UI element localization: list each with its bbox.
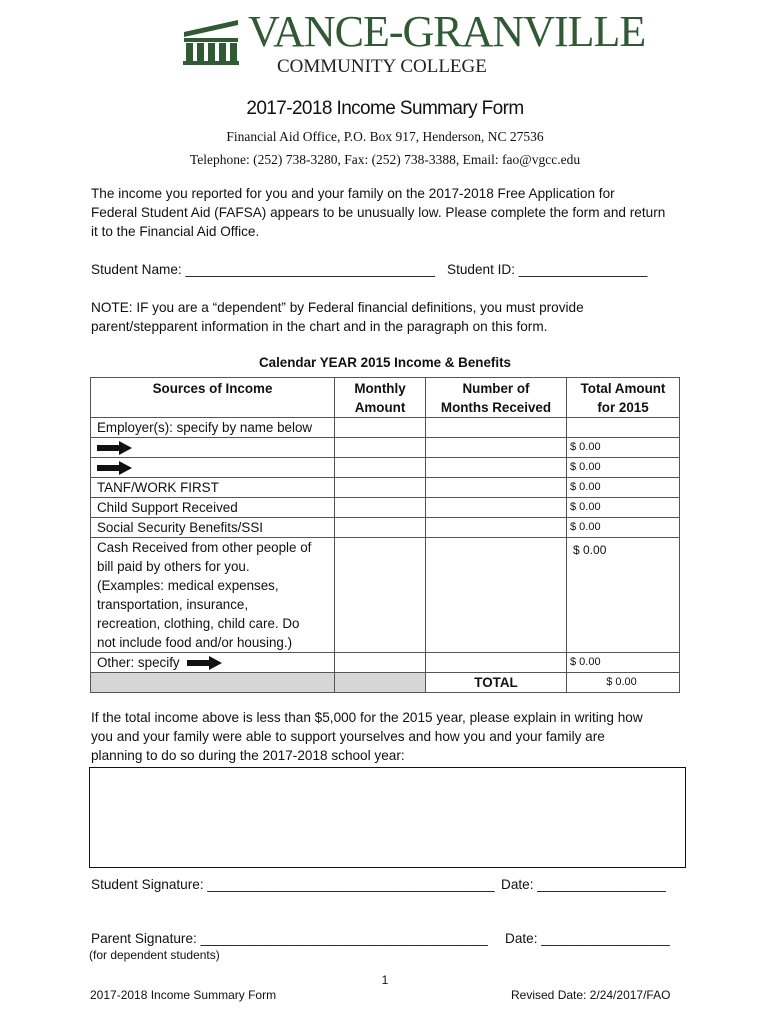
note-paragraph (91, 298, 691, 336)
table-row (91, 438, 680, 458)
page-number: 1 (381, 973, 389, 987)
grand-total-value: $ 0.00 (567, 673, 680, 693)
right-arrow-icon (187, 656, 223, 670)
total-cell[interactable]: $ 0.00 (567, 538, 680, 653)
student-date-field[interactable]: Date: _________________ (501, 877, 666, 892)
income-table (90, 377, 680, 693)
note-line: NOTE: IF you are a “dependent” by Federal financial definitions, you must provide (91, 300, 584, 315)
table-row (91, 458, 680, 478)
college-logo (182, 7, 646, 78)
other-specify-cell[interactable] (91, 653, 335, 673)
explain-line: planning to do so during the 2017-2018 school year: (91, 748, 405, 763)
student-signature-field[interactable]: Student Signature: ______________________________________ (91, 877, 495, 892)
intro-line: The income you reported for you and your family on the 2017-2018 Free Application for (91, 186, 615, 201)
total-cell[interactable]: $ 0.00 (567, 653, 680, 673)
total-cell[interactable]: $ 0.00 (567, 498, 680, 518)
intro-paragraph (91, 184, 691, 241)
monthly-cell[interactable] (335, 458, 426, 478)
months-cell[interactable] (426, 538, 567, 653)
total-cell[interactable]: $ 0.00 (567, 518, 680, 538)
total-cell[interactable]: $ 0.00 (567, 458, 680, 478)
right-arrow-icon (97, 441, 133, 455)
monthly-cell[interactable] (335, 518, 426, 538)
note-line: parent/stepparent information in the chart and in the paragraph on this form. (91, 319, 548, 334)
table-row (91, 478, 680, 498)
monthly-cell[interactable] (335, 478, 426, 498)
months-cell[interactable] (426, 418, 567, 438)
parent-signature-field[interactable]: Parent Signature: ______________________________________ (91, 931, 488, 946)
intro-line: Federal Student Aid (FAFSA) appears to be unusually low. Please complete the form and return (91, 205, 666, 220)
total-cell[interactable] (567, 418, 680, 438)
row-label: Social Security Benefits/SSI (91, 518, 335, 538)
student-name-field[interactable]: Student Name: _________________________________ (91, 262, 435, 277)
table-row (91, 653, 680, 673)
monthly-cell[interactable] (335, 653, 426, 673)
header-total: Total Amount for 2015 (567, 378, 680, 418)
months-cell[interactable] (426, 478, 567, 498)
header-months: Number of Months Received (426, 378, 567, 418)
row-label: Employer(s): specify by name below (91, 418, 335, 438)
months-cell[interactable] (426, 438, 567, 458)
monthly-cell[interactable] (335, 538, 426, 653)
student-id-field[interactable]: Student ID: _________________ (447, 262, 648, 277)
total-cell[interactable]: $ 0.00 (567, 438, 680, 458)
total-label: TOTAL (426, 673, 567, 693)
table-row (91, 518, 680, 538)
explain-instructions (91, 708, 691, 765)
table-row (91, 498, 680, 518)
months-cell[interactable] (426, 653, 567, 673)
explanation-textbox[interactable] (89, 767, 686, 868)
footer-revised-date: Revised Date: 2/24/2017/FAO (511, 988, 671, 1002)
employer-entry-cell[interactable] (91, 438, 335, 458)
total-row (91, 673, 680, 693)
logo-subtitle: COMMUNITY COLLEGE (277, 56, 487, 77)
shaded-cell (335, 673, 426, 693)
office-address: Financial Aid Office, P.O. Box 917, Henderson, NC 27536 (226, 129, 544, 144)
explain-line: If the total income above is less than $5,000 for the 2015 year, please explain in writing how (91, 710, 643, 725)
header-sources: Sources of Income (91, 378, 335, 418)
table-header-row (91, 378, 680, 418)
footer-form-name: 2017-2018 Income Summary Form (90, 988, 277, 1002)
parent-signature-note: (for dependent students) (89, 948, 220, 962)
months-cell[interactable] (426, 518, 567, 538)
row-label: TANF/WORK FIRST (91, 478, 335, 498)
table-row (91, 418, 680, 438)
monthly-cell[interactable] (335, 498, 426, 518)
logo-wordmark: VANCE-GRANVILLE (248, 7, 646, 56)
table-caption: Calendar YEAR 2015 Income & Benefits (258, 355, 512, 370)
table-row (91, 538, 680, 653)
form-title: 2017-2018 Income Summary Form (246, 98, 524, 119)
row-label-cash: Cash Received from other people of bill paid by others for you. (Examples: medical expenses, transportation, insurance, recreation, clothing, child care. Do not include food and/or housing.) (91, 538, 335, 653)
monthly-cell[interactable] (335, 438, 426, 458)
parent-date-field[interactable]: Date: _________________ (505, 931, 670, 946)
row-label: Child Support Received (91, 498, 335, 518)
contact-line: Telephone: (252) 738-3280, Fax: (252) 738-3388, Email: fao@vgcc.edu (189, 152, 581, 167)
total-cell[interactable]: $ 0.00 (567, 478, 680, 498)
row-label: Other: specify (97, 655, 180, 670)
months-cell[interactable] (426, 498, 567, 518)
right-arrow-icon (97, 461, 133, 475)
explain-line: you and your family were able to support yourselves and how you and your family are (91, 729, 605, 744)
employer-entry-cell[interactable] (91, 458, 335, 478)
months-cell[interactable] (426, 458, 567, 478)
header-monthly: Monthly Amount (335, 378, 426, 418)
monthly-cell[interactable] (335, 418, 426, 438)
intro-line: it to the Financial Aid Office. (91, 224, 260, 239)
shaded-cell (91, 673, 335, 693)
